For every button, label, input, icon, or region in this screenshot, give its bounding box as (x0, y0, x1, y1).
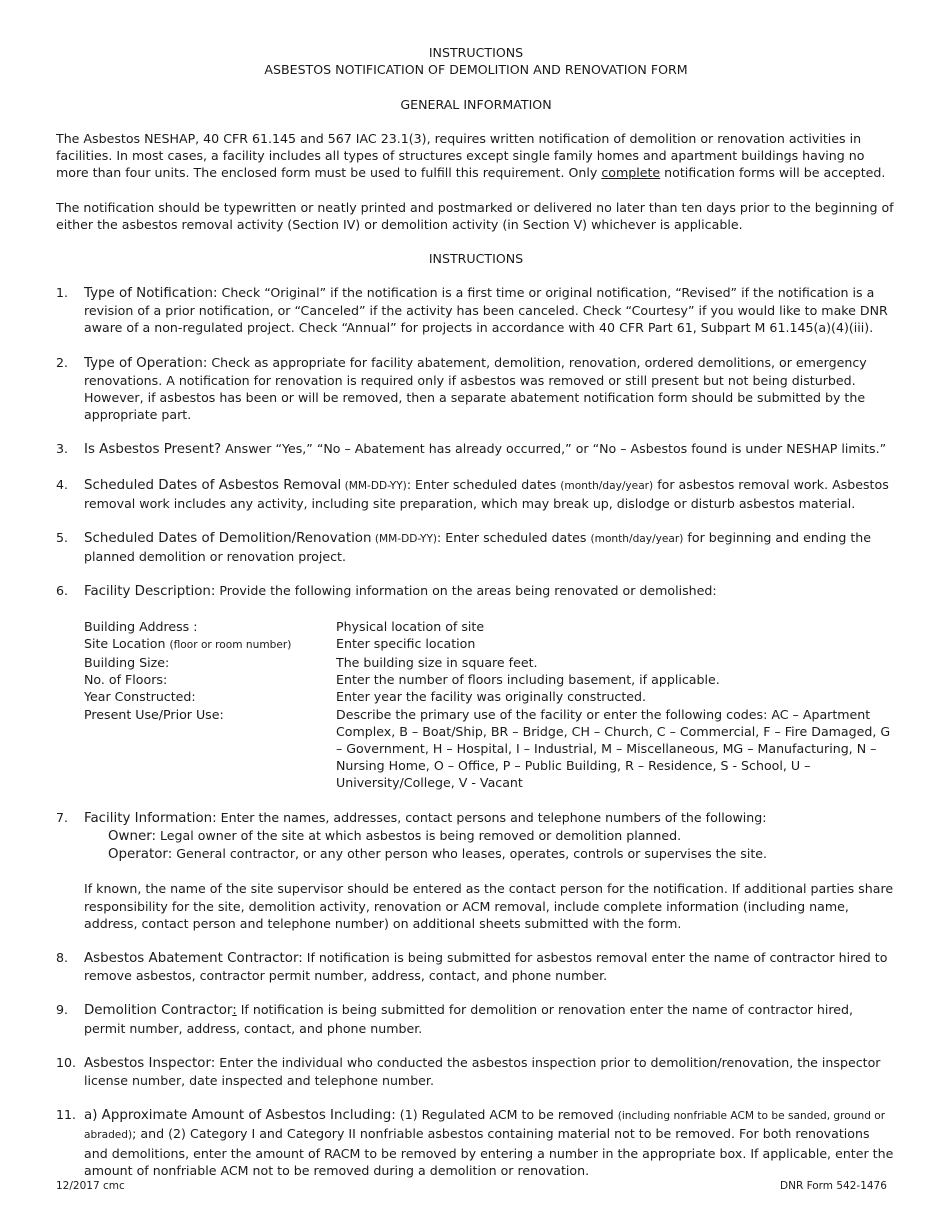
complete-emphasis: complete (601, 165, 661, 181)
instruction-item-5: 5. Scheduled Dates of Demolition/Renovation (MM-DD-YY): Enter scheduled dates (month/day/year) for beginning and ending the planned demolition or renovation project. (56, 530, 871, 565)
facility-row: Present Use/Prior Use: Describe the primary use of the facility or enter the following codes: AC – Apartment Complex, B – Boat/Ship, BR – Bridge, CH – Church, C – Commercial, F – Fire Damaged, G – Government, H – Hospital, I – Industrial, M – Miscellaneous, MG – Manufacturing, N – Nursing Home, O – Office, P – Public Building, R – Residence, S - School, U – University/College, V - Vacant (84, 706, 891, 791)
document-page (56, 44, 896, 1179)
facility-description-table (84, 618, 896, 792)
facility-row: Year Constructed: Enter year the facility was originally constructed. (84, 689, 647, 705)
section-heading-general: GENERAL INFORMATION (400, 97, 552, 112)
instruction-item-7: 7. Facility Information: Enter the names, addresses, contact persons and telephone numbers of the following: Owner: Legal owner of the site at which asbestos is being removed or demolition planned. Operator: General contractor, or any other person who leases, operates, controls or supervises the site. If known, the name of the site supervisor should be entered as the contact person for the notification. If additional parties share responsibility for the site, demolition activity, renovation or ACM removal, include complete information (including name, address, contact person and telephone number) on additional sheets submitted with the form. (56, 809, 896, 932)
site-supervisor-note: If known, the name of the site supervisor should be entered as the contact person for the notification. If additional parties share responsibility for the site, demolition activity, renovation or ACM removal, include complete information (including name, address, contact person and telephone number) on additional sheets submitted with the form. (84, 881, 894, 931)
section-heading-instructions: INSTRUCTIONS (428, 251, 524, 267)
instruction-item-6: 6. Facility Description: Provide the following information on the areas being renovated or demolished: (56, 583, 717, 600)
operator-line: Operator: General contractor, or any other person who leases, operates, controls or supervises the site. (108, 846, 768, 863)
instruction-item-9: 9. Demolition Contractor: If notification is being submitted for demolition or renovation enter the name of contractor hired, permit number, address, contact, and phone number. (56, 1002, 854, 1036)
facility-row: Building Address : Physical location of site (84, 618, 485, 634)
instruction-item-8: 8. Asbestos Abatement Contractor: If notification is being submitted for asbestos removal enter the name of contractor hired to remove asbestos, contractor permit number, address, contact, and phone number. (56, 949, 888, 984)
instruction-item-10: 10. Asbestos Inspector: Enter the individual who conducted the asbestos inspection prior to demolition/renovation, the inspector license number, date inspected and telephone number. (56, 1054, 881, 1088)
facility-row: Building Size: The building size in square feet. (84, 655, 538, 671)
facility-row: Site Location (floor or room number) Enter specific location (84, 635, 476, 651)
instruction-item-3: 3. Is Asbestos Present? Answer “Yes,” “No – Abatement has already occurred,” or “No – Asbestos found is under NESHAP limits.” (56, 441, 887, 458)
footer-form-number: DNR Form 542-1476 (780, 1180, 887, 1192)
document-title: INSTRUCTIONS (428, 45, 524, 60)
instruction-item-2: 2. Type of Operation: Check as appropriate for facility abatement, demolition, renovation, ordered demolitions, or emergency renovations. A notification for renovation is required only if asbestos was removed or still present but not being disturbed. However, if asbestos has been or will be removed, then a separate abatement notification form should be submitted by the appropriate part. (56, 354, 867, 423)
footer-revision-date: 12/2017 cmc (56, 1180, 125, 1192)
facility-row: No. of Floors: Enter the number of floors including basement, if applicable. (84, 672, 720, 688)
general-paragraph-1: The Asbestos NESHAP, 40 CFR 61.145 and 567 IAC 23.1(3), requires written notification of demolition or renovation activities in facilities. In most cases, a facility includes all types of structures except single family homes and apartment buildings having no more than four units. The enclosed form must be used to fulfill this requirement. Only complete notification forms will be accepted. (56, 131, 886, 181)
instruction-item-1: 1. Type of Notification: Check “Original” if the notification is a first time or original notification, “Revised” if the notification is a revision of a prior notification, or “Canceled” if the activity has been canceled. Check “Courtesy” if you would like to make DNR aware of a non-regulated project. Check “Annual” for projects in accordance with 40 CFR Part 61, Subpart M 61.145(a)(4)(iii). (56, 285, 888, 336)
general-paragraph-2: The notification should be typewritten or neatly printed and postmarked or delivered no later than ten days prior to the beginning of either the asbestos removal activity (Section IV) or demolition activity (in Section V) whichever is applicable. (56, 199, 894, 232)
document-subtitle: ASBESTOS NOTIFICATION OF DEMOLITION AND RENOVATION FORM (264, 62, 688, 77)
instruction-item-11: 11. a) Approximate Amount of Asbestos Including: (1) Regulated ACM to be removed (including nonfriable ACM to be sanded, ground or abraded); and (2) Category I and Category II nonfriable asbestos containing material not to be removed. For both renovations and demolitions, enter the amount of RACM to be removed by entering a number in the appropriate box. If applicable, enter the amount of nonfriable ACM not to be removed during a demolition or renovation. (56, 1107, 894, 1178)
instruction-item-4: 4. Scheduled Dates of Asbestos Removal (MM-DD-YY): Enter scheduled dates (month/day/year) for asbestos removal work. Asbestos removal work includes any activity, including site preparation, which may break up, dislodge or disturb asbestos material. (56, 476, 889, 511)
owner-line: Owner: Legal owner of the site at which asbestos is being removed or demolition planned. (108, 827, 682, 844)
